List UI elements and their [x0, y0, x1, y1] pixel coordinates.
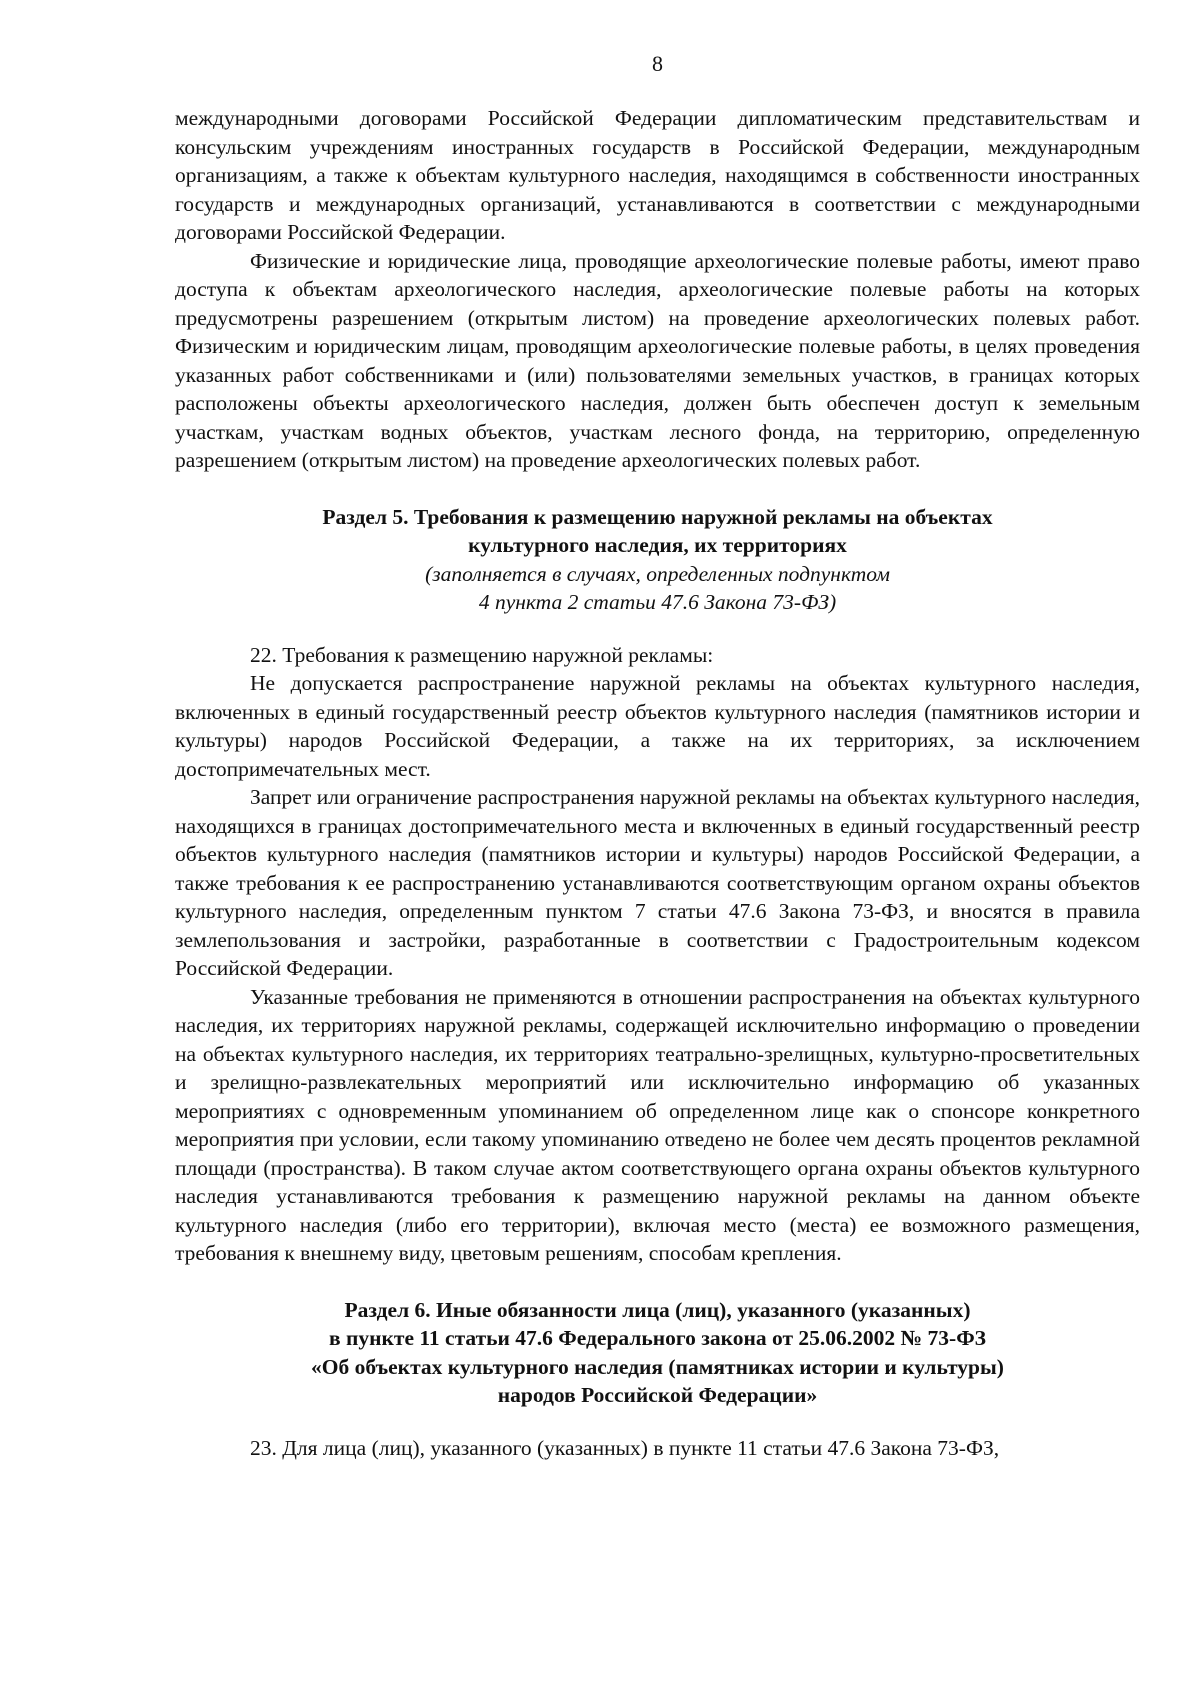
section-6	[175, 1296, 1140, 1463]
item-22-paragraph-1: Не допускается распространение наружной рекламы на объектах культурного наследия, включенных в единый государственный реестр объектов культурного наследия (памятников истории и культуры) народов Российской Федерации, а также на их территориях, за исключением достопримечательных мест.	[175, 671, 1140, 781]
section-6-title-line-3: «Об объектах культурного наследия (памятниках истории и культуры)	[311, 1354, 1004, 1379]
section-6-title-line-4: народов Российской Федерации»	[497, 1383, 818, 1407]
section-5	[175, 503, 1140, 1268]
item-22-heading: 22. Требования к размещению наружной рекламы:	[250, 642, 714, 667]
page-number: 8	[652, 51, 663, 76]
section-6-title-line-2: в пункте 11 статьи 47.6 Федерального закона от 25.06.2002 № 73-ФЗ	[328, 1326, 987, 1350]
section-5-note-line-1: (заполняется в случаях, определенных подпунктом	[425, 561, 890, 586]
section-6-title-line-1: Раздел 6. Иные обязанности лица (лиц), указанного (указанных)	[344, 1297, 971, 1322]
section-5-note-line-2: 4 пункта 2 статьи 47.6 Закона 73-ФЗ)	[478, 590, 837, 614]
paragraph-archaeological-access: Физические и юридические лица, проводящие археологические полевые работы, имеют право доступа к объектам археологического наследия, археологические полевые работы на которых предусмотрены разрешением (открытым листом) на проведение археологических полевых работ. Физическим и юридическим лицам, проводящим археологические полевые работы, в целях проведения указанных работ собственниками и (или) пользователями земельных участков, в границах которых расположены объекты археологического наследия, должен быть обеспечен доступ к земельным участкам, участкам водных объектов, участкам лесного фонда, на территорию, определенную разрешением (открытым листом) на проведение археологических полевых работ.	[175, 248, 1140, 472]
item-22-paragraph-3: Указанные требования не применяются в отношении распространения на объектах культурного наследия, их территориях наружной рекламы, содержащей исключительно информацию о проведении на объектах культурного наследия, их территориях театрально-зрелищных, культурно-просветительных и зрелищно-развлекательных мероприятий или исключительно информацию об указанных мероприятиях с одновременным упоминанием об определенном лице как о спонсоре конкретного мероприятия при условии, если такому упоминанию отведено не более чем десять процентов рекламной площади (пространства). В таком случае актом соответствующего органа охраны объектов культурного наследия устанавливаются требования к размещению наружной рекламы на данном объекте культурного наследия (либо его территории), включая место (места) ее возможного размещения, требования к внешнему виду, цветовым решениям, способам крепления.	[175, 984, 1140, 1265]
section-5-title-line-1: Раздел 5. Требования к размещению наружной рекламы на объектах	[322, 504, 993, 529]
section-5-title-line-2: культурного наследия, их территориях	[468, 533, 847, 557]
document-page	[175, 50, 1140, 1462]
item-23-start: 23. Для лица (лиц), указанного (указанных) в пункте 11 статьи 47.6 Закона 73-ФЗ,	[250, 1435, 1000, 1460]
item-22-paragraph-2: Запрет или ограничение распространения наружной рекламы на объектах культурного наследия, находящихся в границах достопримечательного места и включенных в единый государственный реестр объектов культурного наследия (памятников истории и культуры) народов Российской Федерации, а также требования к ее распространению устанавливаются соответствующим органом охраны объектов культурного наследия, определенным пунктом 7 статьи 47.6 Закона 73-ФЗ, и вносятся в правила землепользования и застройки, разработанные в соответствии с Градостроительным кодексом Российской Федерации.	[175, 785, 1140, 980]
paragraph-intl-treaties: международными договорами Российской Федерации дипломатическим представительствам и консульским учреждениям иностранных государств в Российской Федерации, международным организациям, а также к объектам культурного наследия, находящимся в собственности иностранных государств и международных организаций, устанавливаются в соответствии с международными договорами Российской Федерации.	[175, 106, 1140, 244]
